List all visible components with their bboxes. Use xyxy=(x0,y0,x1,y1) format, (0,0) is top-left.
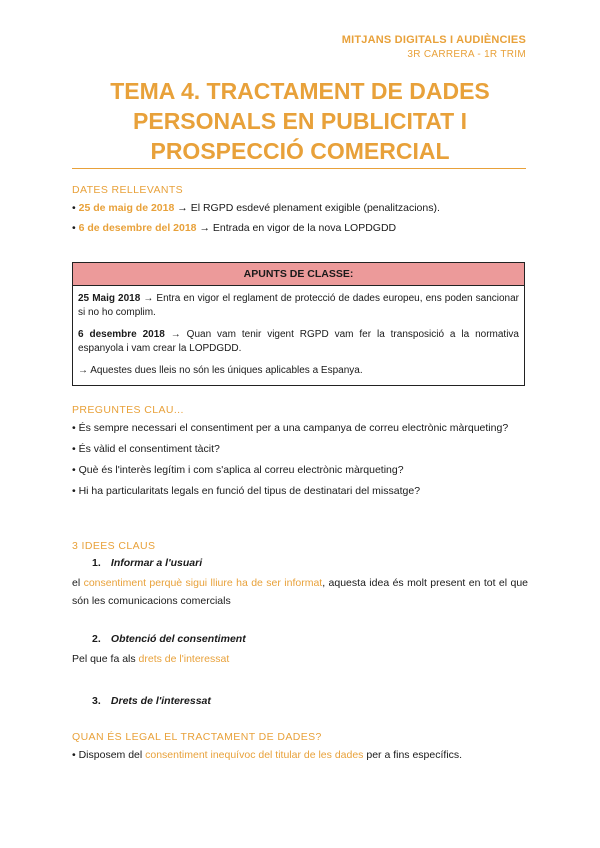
question-item: • Hi ha particularitats legals en funció del tipus de destinatari del missatge? xyxy=(72,485,421,497)
question-item: • És sempre necessari el consentiment per a una campanya de correu electrònic màrqueting? xyxy=(72,422,509,434)
legal-item xyxy=(72,746,528,764)
page-header xyxy=(342,34,526,60)
title-line-2: PERSONALS EN PUBLICITAT I xyxy=(133,108,467,134)
date-item xyxy=(72,219,528,237)
legal-section xyxy=(72,731,528,764)
key-idea-label: Informar a l'usuari xyxy=(110,557,203,569)
key-idea-number: 1. xyxy=(92,557,101,569)
text-run: Pel que fa als xyxy=(72,653,139,665)
text-run: el xyxy=(72,577,84,589)
key-idea-label: Obtenció del consentiment xyxy=(110,633,246,645)
title-divider xyxy=(72,168,526,169)
note-text: → Entra en vigor el reglament de protecció de dades europeu, ens poden sancionar si no ho complim. xyxy=(78,293,519,318)
bullet: • xyxy=(72,202,76,214)
note-date: 6 desembre 2018 xyxy=(78,329,165,340)
title-line-1: TEMA 4. TRACTAMENT DE DADES xyxy=(110,78,490,104)
date-description: El RGPD esdevé plenament exigible (penalitzacions). xyxy=(190,202,440,214)
legal-heading: QUAN ÉS LEGAL EL TRACTAMENT DE DADES? xyxy=(72,731,322,743)
note-date: 25 Maig 2018 xyxy=(78,293,141,304)
text-run: per a fins específics. xyxy=(363,749,463,761)
key-idea-number: 2. xyxy=(92,633,101,645)
key-ideas-section xyxy=(72,540,528,710)
title-line-3: PROSPECCIÓ COMERCIAL xyxy=(150,138,450,164)
key-idea-title xyxy=(72,554,528,572)
date-description: Entrada en vigor de la nova LOPDGDD xyxy=(212,222,397,234)
class-notes-box xyxy=(72,262,525,386)
question-item: • És vàlid el consentiment tàcit? xyxy=(72,443,220,455)
questions-heading: PREGUNTES CLAU... xyxy=(72,404,184,416)
date-value: 6 de desembre del 2018 xyxy=(78,222,197,234)
dates-section xyxy=(72,184,528,237)
text-run: , aquesta idea és molt present en tot el que són les comunicacions comercials xyxy=(72,577,528,607)
note-text: → Aquestes dues lleis no són les úniques aplicables a Espanya. xyxy=(78,365,363,376)
bullet: • xyxy=(72,222,76,234)
date-value: 25 de maig de 2018 xyxy=(78,202,175,214)
key-ideas-heading: 3 IDEES CLAUS xyxy=(72,540,156,552)
highlight-text: consentiment inequívoc del titular de les dades xyxy=(145,749,364,761)
text-run: • Disposem del xyxy=(72,749,146,761)
arrow-icon: → xyxy=(177,202,188,214)
key-idea-number: 3. xyxy=(92,695,101,707)
arrow-icon: → xyxy=(199,222,210,234)
highlight-text: consentiment perquè sigui lliure ha de ser informat xyxy=(83,577,323,589)
document-title xyxy=(72,76,528,166)
note-paragraph xyxy=(78,364,519,378)
note-paragraph xyxy=(78,292,519,320)
note-paragraph xyxy=(78,328,519,356)
note-text: → Quan vam tenir vigent RGPD vam fer la transposició a la normativa espanyola i vam crear la LOPDGDD. xyxy=(78,329,519,354)
key-idea-text xyxy=(72,650,528,668)
key-idea-title xyxy=(72,630,528,648)
date-item xyxy=(72,199,528,217)
questions-section xyxy=(72,404,528,500)
key-idea-label: Drets de l'interessat xyxy=(110,695,211,707)
question-item: • Què és l'interès legítim i com s'aplica al correu electrònic màrqueting? xyxy=(72,464,404,476)
class-notes-body xyxy=(73,286,524,378)
class-notes-heading: APUNTS DE CLASSE: xyxy=(73,263,524,286)
key-idea-title xyxy=(72,692,528,710)
highlight-text: drets de l'interessat xyxy=(138,653,230,665)
dates-heading: DATES RELLEVANTS xyxy=(72,184,184,196)
course-term: 3R CARRERA - 1R TRIM xyxy=(407,49,526,60)
course-name: MITJANS DIGITALS I AUDIÈNCIES xyxy=(341,34,526,46)
key-idea-text xyxy=(72,574,528,610)
